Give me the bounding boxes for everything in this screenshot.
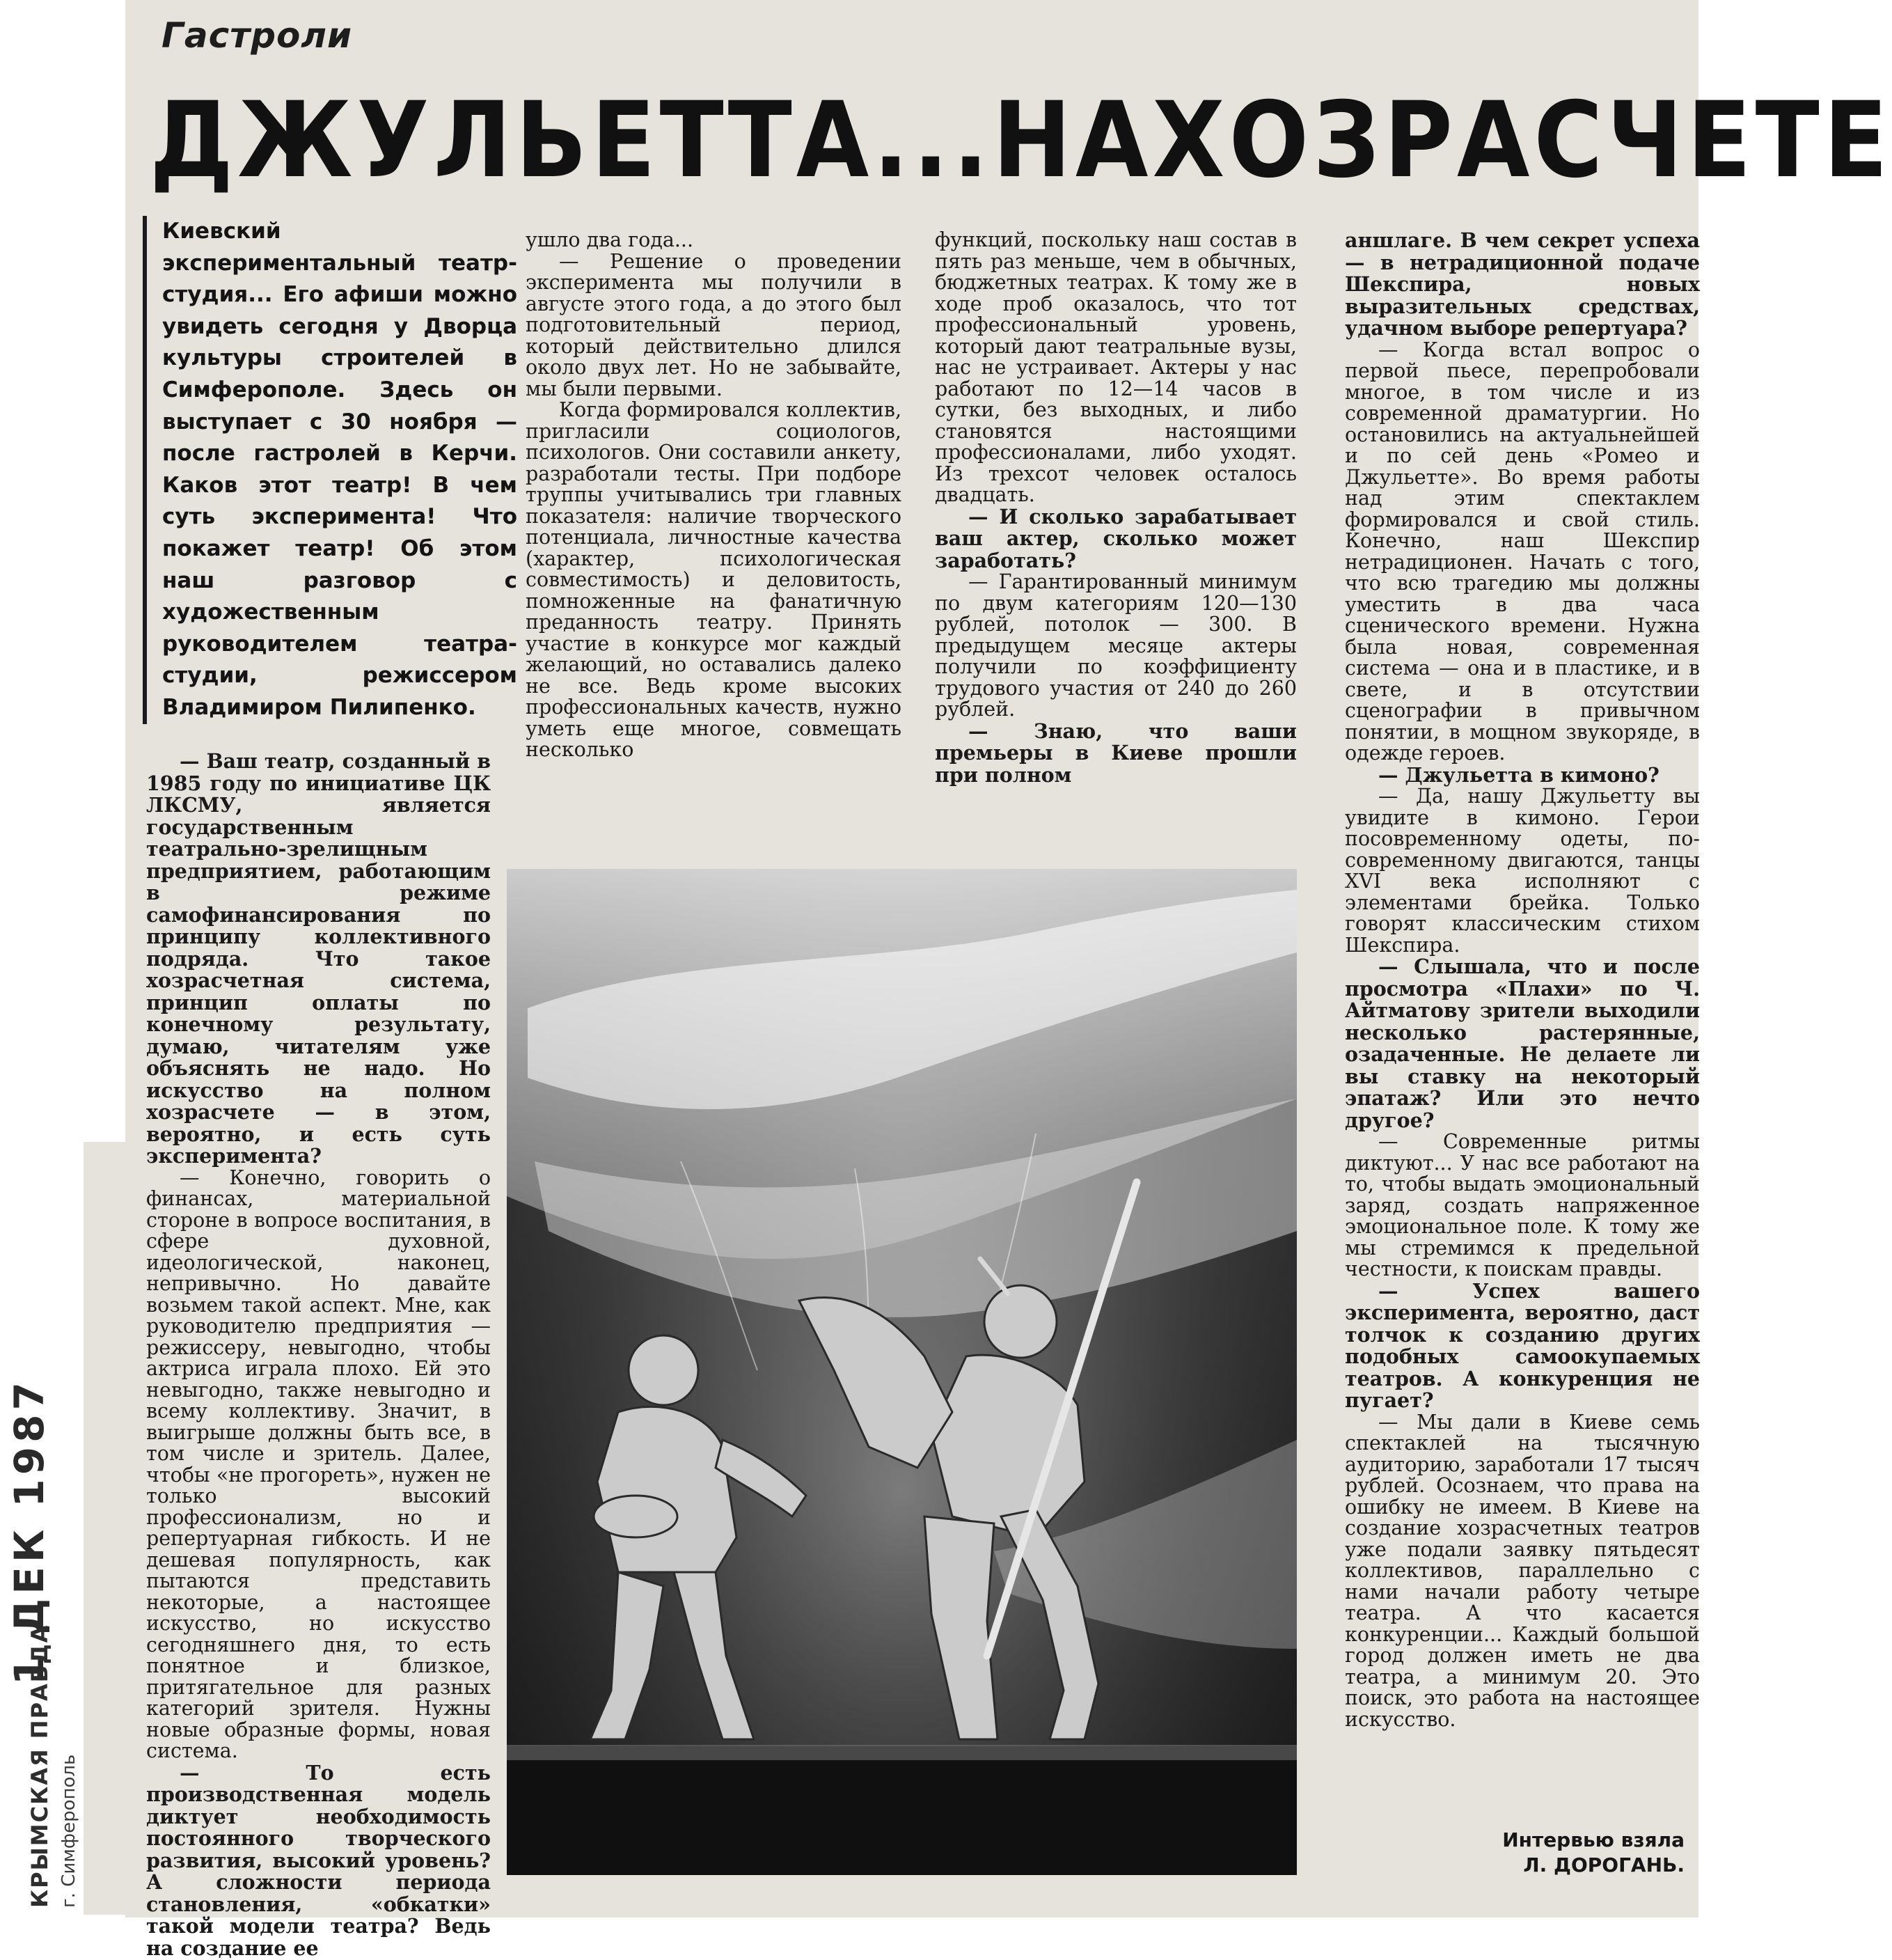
question: — Джульетта в кимоно? [1378,762,1660,787]
paragraph [1345,956,1700,1131]
byline-label: Интервью взяла [1502,1828,1685,1851]
article-column-3 [935,230,1297,786]
stage-photo [507,869,1297,1875]
paragraph [1345,762,1700,787]
paragraph: Когда формировался коллектив, пригласили социологов, психологов. Они составили анкету, разработали тесты. При подборе труппы учитывались три главных показателя: наличие творческого потенциала, личностные качества (характер, психологическая совместимость) и деловитость, помноженные на фанатичную преданность театру. Принять участие в конкурсе мог каждый желающий, но оставались далеко не все. Ведь кроме высоких профессиональных качеств, нужно уметь еще многое, совмещать несколько [526,398,901,761]
paragraph: — Да, нашу Джульетту вы увидите в кимоно. Герои посовременному одеты, по-современному двигаются, танцы XVI века исполняют с элементами брейка. Только говорят классическим стихом Шекспира. [1345,785,1700,957]
headline-word-1: ДЖУЛЬЕТТА... [150,80,993,201]
stage-photo-illustration [507,869,1297,1875]
question: аншлаге. В чем секрет успеха — в нетрадиционной подаче Шекспира, новых выразительных средствах, удачном выборе репертуара? [1345,228,1700,340]
paragraph: — Современные ритмы диктуют... У нас все работают на то, чтобы выдать эмоциональный заряд, создать напряженное эмоциональное поле. К тому же мы стремимся к предельной честности, к поискам правды. [1345,1130,1700,1280]
paragraph: функций, поскольку наш состав в пять раз меньше, чем в обычных, бюджетных театрах. К тому же в ходе проб оказалось, что тот профессиональный уровень, который дают театральные вузы, нас не устраивает. Актеры у нас работают по 12—14 часов в сутки, без выходных, и либо становятся настоящими профессионалами, либо уходят. Из трехсот человек осталось двадцать. [935,228,1297,506]
lead-paragraph: Киевский экспериментальный театр-студия... Его афиши можно увидеть сегодня у Дворца культуры строителей в Симферополе. Здесь он выступает с 30 ноября — после гастролей в Керчи. Каков этот театр! В чем суть эксперимента! Что покажет театр! Об этом наш разговор с художественным руководителем театра-студии, режиссером Владимиром Пилипенко. [143,216,517,724]
paragraph [146,751,491,1168]
paragraph: — Решение о проведении эксперимента мы получили в августе этого года, а до этого был подготовительный период, который действительно длился около двух лет. Но не забывайте, мы были первыми. [526,249,901,400]
date-stamp: 1 ДЕК 1987 [6,1378,53,1685]
article-column-2 [526,230,901,761]
paragraph [935,506,1297,572]
paragraph: — Когда встал вопрос о первой пьесе, перепробовали многое, в том числе и из современной драматургии. Но остановились на актуальнейшей и по сей день «Ромео и Джульетте». Во время работы над этим спектаклем формировался и свой стиль. Конечно, наш Шекспир нетрадиционен. Начать с того, что всю трагедию мы должны уместить в два часа сценического времени. Нужна была новая, современная система — она и в пластике, и в свете, и в отсутствии сценографии в привычном понятии, в мощном звукоряде, в одежде героев. [1345,338,1700,765]
question: — То есть производственная модель диктует необходимость постоянного творческого развития, высокий уровень? А сложности периода становления, «обкатки» такой модели театра? Ведь на создание ее [146,1760,491,1960]
clipping-edge [84,1142,132,1915]
question: — Слышала, что и после просмотра «Плахи» по Ч. Айтматову зрители выходили несколько растерянные, озадаченные. Не делаете ли вы ставку на некоторый эпатаж? Или это нечто другое? [1345,955,1700,1132]
paragraph: — Мы дали в Киеве семь спектаклей на тысячную аудиторию, заработали 17 тысяч рублей. Осознаем, что права на ошибку не имеем. В Киеве на создание хозрасчетных театров уже подали заявку пятьдесят коллективов, параллельно с нами начали работу четыре театра. А что касается конкуренции... Каждый большой город должен иметь не два театра, а минимум 20. Это поиск, это работа на настоящее искусство. [1345,1410,1700,1731]
paragraph: — Гарантированный минимум по двум категориям 120—130 рублей, потолок — 300. В предыдущем месяце актеры получили по коэффициенту трудового участия от 240 до 260 рублей. [935,570,1297,721]
paragraph [1345,230,1700,340]
byline-author: Л. ДОРОГАНЬ. [1523,1853,1685,1876]
article-column-1 [146,751,491,1959]
section-rubric: Гастроли [161,15,353,56]
question: — Ваш театр, созданный в 1985 году по инициативе ЦК ЛКСМУ, является государственным театрально-зрелищным предприятием, работающим в режиме самофинансирования по принципу коллективного подряда. Что такое хозрасчетная система, принцип оплаты по конечному результату, думаю, читателям уже объяснять не надо. Но искусство на полном хозрасчете — в этом, вероятно, и есть суть эксперимента? [146,749,491,1168]
headline-word-2: НА [993,80,1153,201]
headline [150,80,1892,201]
question: — И сколько зарабатывает ваш актер, сколько может заработать? [935,504,1297,572]
question: — Знаю, что ваши премьеры в Киеве прошли при полном [935,719,1297,787]
paragraph [1345,1280,1700,1412]
headline-word-3: ХОЗРАСЧЕТЕ [1152,80,1892,201]
article-column-4 [1345,230,1700,1730]
paragraph [935,721,1297,787]
question: — Успех вашего эксперимента, вероятно, даст толчок к созданию других подобных самоокупаемых театров. А конкуренция не пугает? [1345,1278,1700,1412]
source-city: г. Симферополь [58,1754,79,1908]
paragraph: ушло два года... [526,228,694,251]
paragraph [146,1762,491,1960]
source-stamp: КРЫМСКАЯ ПРАВДА [26,1624,53,1908]
byline [1476,1828,1685,1878]
paragraph: — Конечно, говорить о финансах, материальной стороне в вопросе воспитания, в сфере духовной, идеологической, наконец, непривычно. Но давайте возьмем такой аспект. Мне, как руководителю предприятия — режиссеру, невыгодно, чтобы актриса играла плохо. Ей это невыгодно, также невыгодно и всему коллективу. Значит, в выигрыше должны быть все, в том числе и зритель. Далее, чтобы «не прогореть», нужен не только высокий профессионализм, но и репертуарная гибкость. И не дешевая популярность, как пытаются представить некоторые, а настоящее искусство, но искусство сегодняшнего дня, то есть понятное и близкое, притягательное для разных категорий зрителя. Нужны новые образные формы, новая система. [146,1166,491,1762]
